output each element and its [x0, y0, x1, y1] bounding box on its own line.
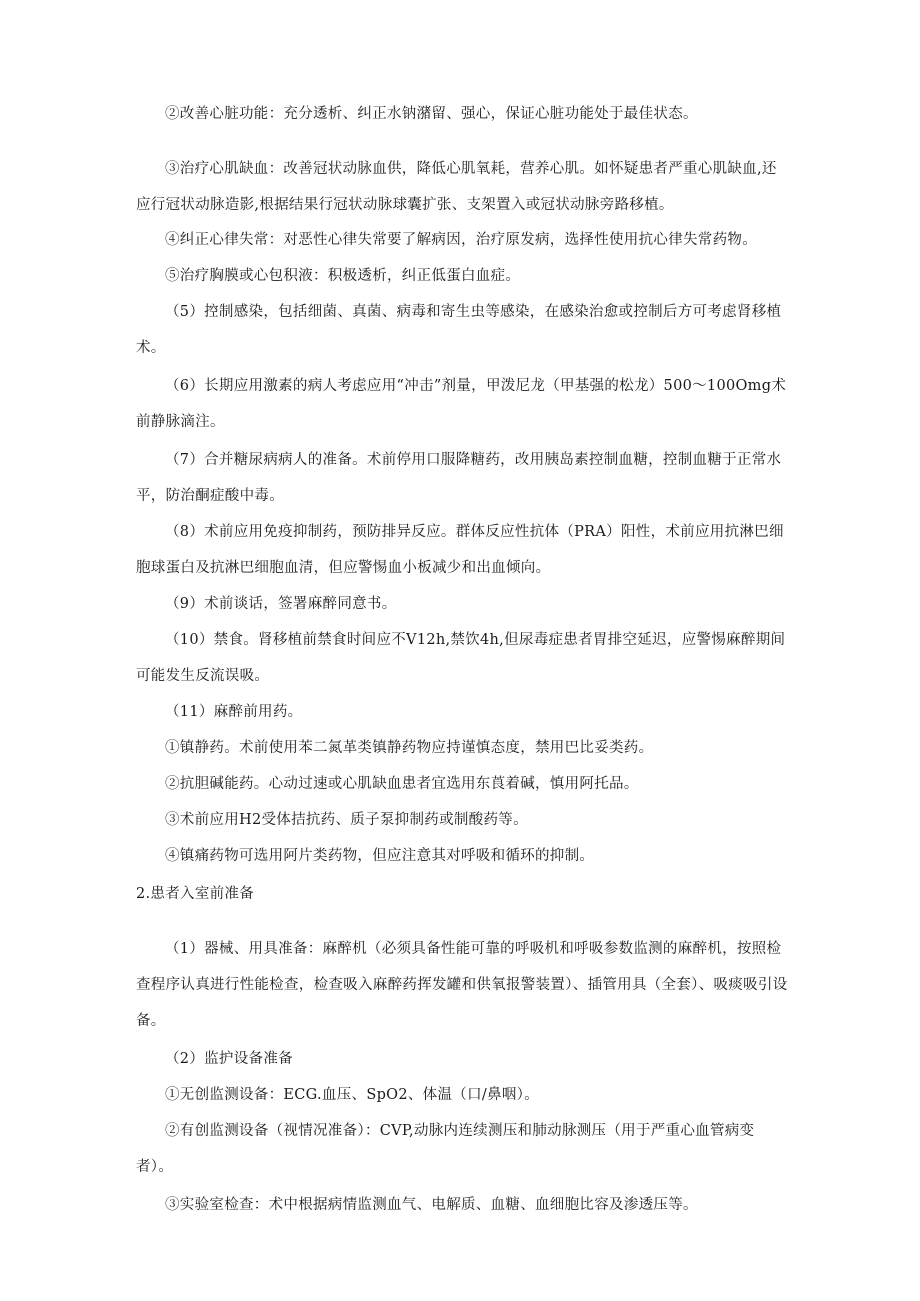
- paragraph-infection-control: （5）控制感染，包括细菌、真菌、病毒和寄生虫等感染，在感染治愈或控制后方可考虑肾移植术。: [136, 304, 782, 356]
- paragraph-treat-pleural-effusion: ⑤治疗胸膜或心包积液：积极透析，纠正低蛋白血症。: [165, 268, 521, 284]
- paragraph-correct-arrhythmia: ④纠正心律失常：对恶性心律失常要了解病因，治疗原发病，选择性使用抗心律失常药物。: [165, 232, 757, 248]
- paragraph-immunosuppression: （8）术前应用免疫抑制药，预防排异反应。群体反应性抗体（PRA）阳性，术前应用抗淋巴细胞球蛋白及抗淋巴细胞血清，但应警惕血小板减少和出血倾向。: [136, 524, 784, 576]
- paragraph-analgesics: ④镇痛药物可选用阿片类药物，但应注意其对呼吸和循环的抑制。: [165, 848, 595, 864]
- paragraph-h2-antagonists: ③术前应用H2受体拮抗药、质子泵抑制药或制酸药等。: [165, 812, 528, 828]
- paragraph-equipment-preparation: （1）器械、用具准备：麻醉机（必须具备性能可靠的呼吸机和呼吸参数监测的麻醉机，按照检查程序认真进行性能检查，检查吸入麻醉药挥发罐和供氧报警装置）、插管用具（全套）、吸痰吸引设备。: [136, 941, 788, 1029]
- paragraph-monitoring-preparation: （2）监护设备准备: [165, 1051, 293, 1067]
- paragraph-fasting: （10）禁食。肾移植前禁食时间应不V12h,禁饮4h,但尿毒症患者胃排空延迟，应警惕麻醉期间可能发生反流误吸。: [136, 632, 786, 684]
- paragraph-consent: （9）术前谈话，签署麻醉同意书。: [165, 596, 397, 612]
- paragraph-improve-heart-function: ②改善心脏功能：充分透析、纠正水钠潴留、强心，保证心脏功能处于最佳状态。: [165, 106, 698, 122]
- paragraph-premedication: （11）麻醉前用药。: [165, 704, 303, 720]
- paragraph-anticholinergics: ②抗胆碱能药。心动过速或心肌缺血患者宜选用东莨着碱，慎用阿托品。: [165, 776, 639, 792]
- paragraph-steroid-pulse: （6）长期应用激素的病人考虑应用“冲击”剂量，甲泼尼龙（甲基强的松龙）500～100Omg术前静脉滴注。: [136, 378, 787, 430]
- paragraph-lab-tests: ③实验室检查：术中根据病情监测血气、电解质、血糖、血细胞比容及渗透压等。: [165, 1197, 698, 1213]
- paragraph-invasive-monitoring: ②有创监测设备（视情况准备）：CVP,动脉内连续测压和肺动脉测压（用于严重心血管病变者）。: [136, 1123, 755, 1175]
- paragraph-diabetes-preparation: （7）合并糖尿病病人的准备。术前停用口服降糖药，改用胰岛素控制血糖，控制血糖于正常水平，防治酮症酸中毒。: [136, 452, 782, 504]
- paragraph-sedatives: ①镇静药。术前使用苯二氮革类镇静药物应持谨慎态度，禁用巴比妥类药。: [165, 740, 654, 756]
- section-heading-pre-admission: 2.患者入室前准备: [136, 886, 255, 902]
- paragraph-noninvasive-monitoring: ①无创监测设备：ECG.血压、SpO2、体温（口/鼻咽）。: [165, 1087, 540, 1103]
- paragraph-treat-myocardial-ischemia: ③治疗心肌缺血：改善冠状动脉血供，降低心肌氧耗，营养心肌。如怀疑患者严重心肌缺血,还应行冠状动脉造影,根据结果行冠状动脉球囊扩张、支架置入或冠状动脉旁路移植。: [136, 161, 777, 213]
